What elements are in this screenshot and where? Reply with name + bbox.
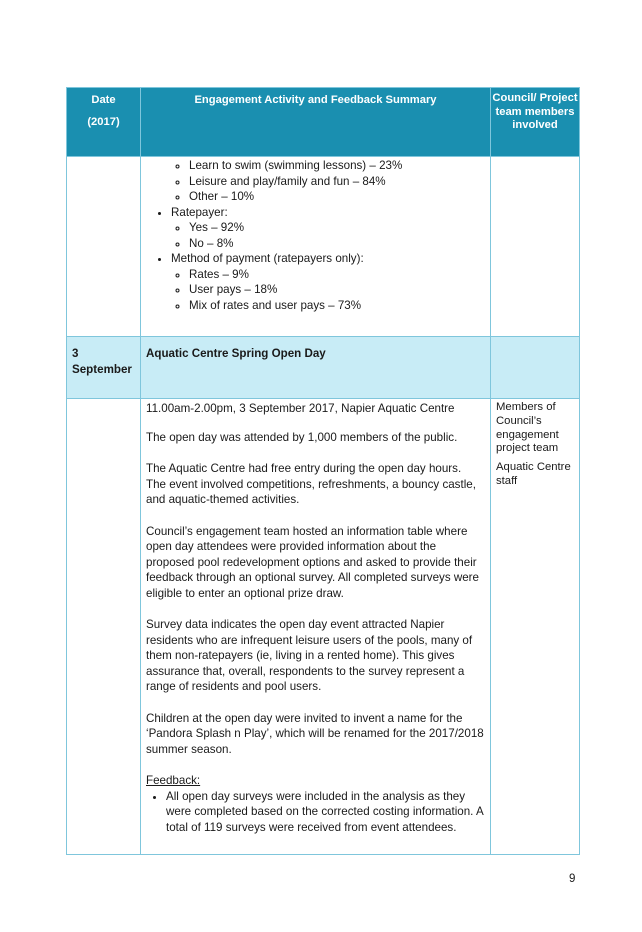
section-date: 3 September — [67, 337, 141, 399]
team-member: Aquatic Centre staff — [496, 461, 571, 487]
sub-list-ratepayer — [146, 220, 490, 251]
list-item-ratepayer — [171, 205, 490, 221]
bullet-list — [146, 251, 490, 267]
section-title: Aquatic Centre Spring Open Day — [141, 337, 491, 399]
open-day-date-cell — [67, 399, 141, 855]
payment-label: Method of payment (ratepayers only): — [171, 252, 364, 265]
paragraph: Survey data indicates the open day event attracted Napier residents who are infrequent leisure users of the pools, many of them non-ratepayers (ie, living in a rented home). This gives assurance that, overall, respondents to the survey represent a range of residents and pool users. — [146, 618, 473, 693]
list-item: ◦ Yes – 92% — [189, 220, 490, 236]
list-item: ◦ Rates – 9% — [189, 267, 490, 283]
header-date-year: (2017) — [87, 115, 120, 128]
list-item: ◦ Learn to swim (swimming lessons) – 23% — [189, 158, 490, 174]
paragraph: The open day was attended by 1,000 members of the public. — [146, 430, 458, 444]
open-day-row — [67, 399, 580, 855]
feedback-list — [146, 789, 484, 836]
paragraph: 11.00am-2.00pm, 3 September 2017, Napier Aquatic Centre — [146, 402, 455, 415]
sub-list-payment — [146, 267, 490, 314]
open-day-team-cell — [491, 399, 580, 855]
ratepayer-label: Ratepayer: — [171, 205, 228, 219]
open-day-activity-cell — [141, 399, 491, 855]
paragraph: Children at the open day were invited to invent a name for the ‘Pandora Splash n Play’, which will be renamed for the 2017/2018 summer season. — [146, 711, 484, 756]
team-member: Members of Council’s engagement project team — [496, 401, 559, 455]
sub-list-reasons — [146, 158, 490, 205]
section-team-cell — [491, 337, 580, 399]
list-item: ◦ User pays – 18% — [189, 282, 490, 298]
continued-team-cell — [491, 157, 580, 337]
list-item: ◦ Leisure and play/family and fun – 84% — [189, 174, 490, 190]
page-number: 9 — [569, 873, 576, 885]
paragraph: Council’s engagement team hosted an information table where open day attendees were provided information about the proposed pool redevelopment options and asked to provide their feedback through an optional survey. All completed surveys were eligible to enter an optional prize draw. — [146, 524, 479, 600]
feedback-label: Feedback: — [146, 774, 201, 787]
continued-date-cell — [67, 157, 141, 337]
header-team-cell: Council/ Project team members involved — [491, 88, 580, 157]
list-item: • All open day surveys were included in the analysis as they were completed based on the corrected costing information. A total of 119 surveys were received from event attendees. — [166, 789, 484, 836]
continued-row — [67, 157, 580, 337]
engagement-table — [66, 87, 580, 855]
header-date-cell — [67, 88, 141, 157]
header-date-label: Date — [91, 94, 116, 106]
table-header-row — [67, 88, 580, 157]
continued-activity-cell — [141, 157, 491, 337]
list-item: ◦ No – 8% — [189, 236, 490, 252]
list-item-payment — [171, 251, 490, 267]
header-activity-cell: Engagement Activity and Feedback Summary — [141, 88, 491, 157]
list-item: ◦ Other – 10% — [189, 189, 490, 205]
paragraph: The Aquatic Centre had free entry during the open day hours. The event involved competitions, refreshments, a bouncy castle, and aquatic-themed activities. — [146, 462, 476, 506]
section-row — [67, 337, 580, 399]
bullet-list — [146, 205, 490, 221]
list-item: ◦ Mix of rates and user pays – 73% — [189, 298, 490, 314]
